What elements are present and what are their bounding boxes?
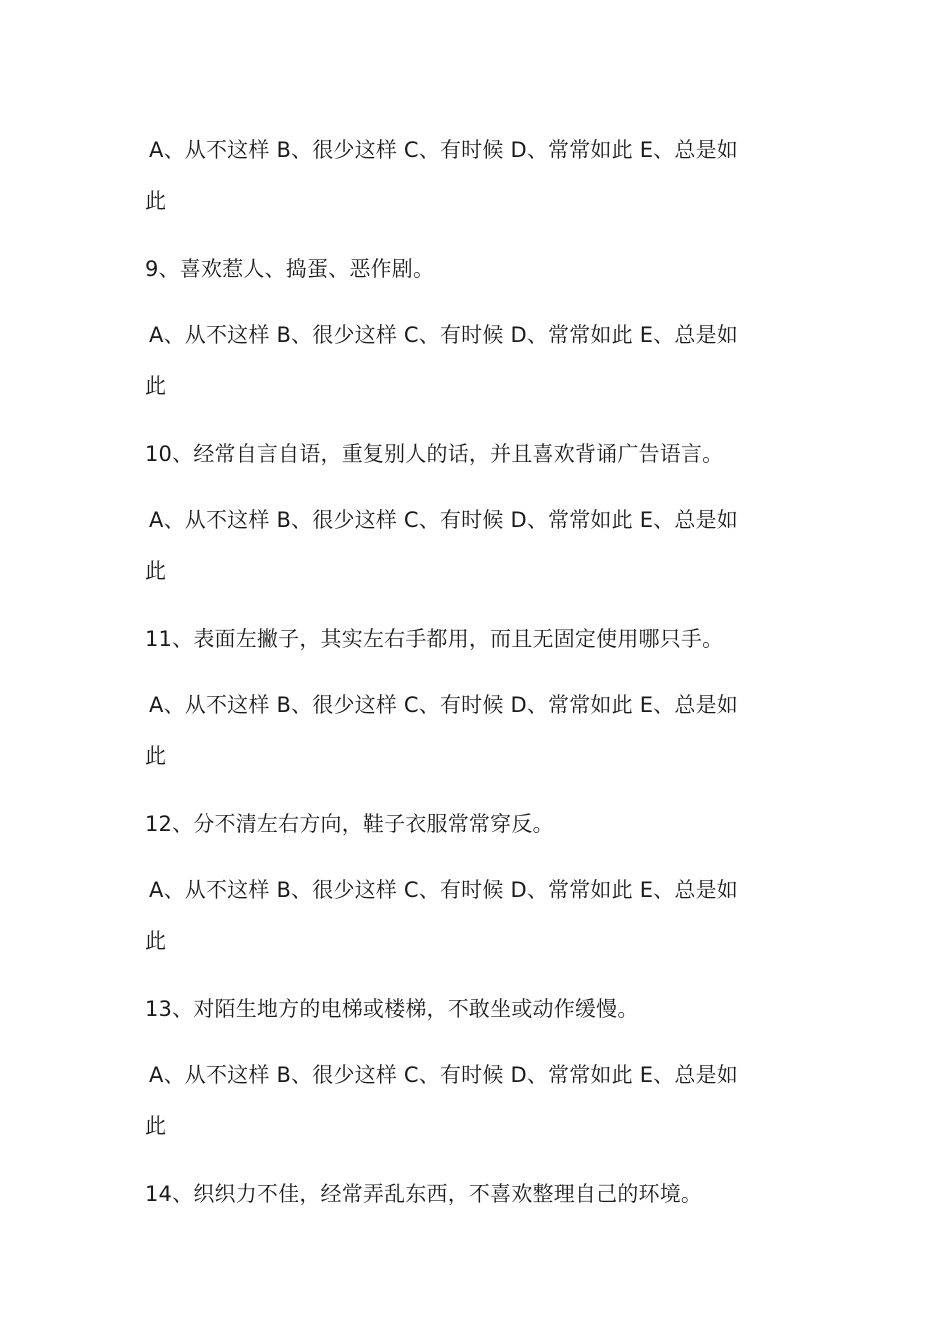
answer-options-q11: A、从不这样 B、很少这样 C、有时候 D、常常如此 E、总是如 [149, 693, 738, 717]
question-13: 13、对陌生地方的电梯或楼梯，不敢坐或动作缓慢。 [145, 997, 639, 1021]
answer-options-q8: A、从不这样 B、很少这样 C、有时候 D、常常如此 E、总是如 [149, 138, 738, 162]
question-12: 12、分不清左右方向，鞋子衣服常常穿反。 [145, 812, 554, 836]
answer-options-q11-cont: 此 [145, 744, 167, 768]
answer-options-q13: A、从不这样 B、很少这样 C、有时候 D、常常如此 E、总是如 [149, 1063, 738, 1087]
question-14: 14、织织力不佳，经常弄乱东西，不喜欢整理自己的环境。 [145, 1182, 703, 1206]
answer-options-q10: A、从不这样 B、很少这样 C、有时候 D、常常如此 E、总是如 [149, 508, 738, 532]
answer-options-q9-cont: 此 [145, 374, 167, 398]
answer-options-q12: A、从不这样 B、很少这样 C、有时候 D、常常如此 E、总是如 [149, 878, 738, 902]
question-10: 10、经常自言自语，重复别人的话，并且喜欢背诵广告语言。 [145, 442, 724, 466]
question-9: 9、喜欢惹人、捣蛋、恶作剧。 [145, 257, 435, 281]
answer-options-q8-cont: 此 [145, 189, 167, 213]
answer-options-q10-cont: 此 [145, 559, 167, 583]
question-11: 11、表面左撇子，其实左右手都用，而且无固定使用哪只手。 [145, 627, 724, 651]
answer-options-q13-cont: 此 [145, 1114, 167, 1138]
answer-options-q12-cont: 此 [145, 929, 167, 953]
answer-options-q9: A、从不这样 B、很少这样 C、有时候 D、常常如此 E、总是如 [149, 323, 738, 347]
